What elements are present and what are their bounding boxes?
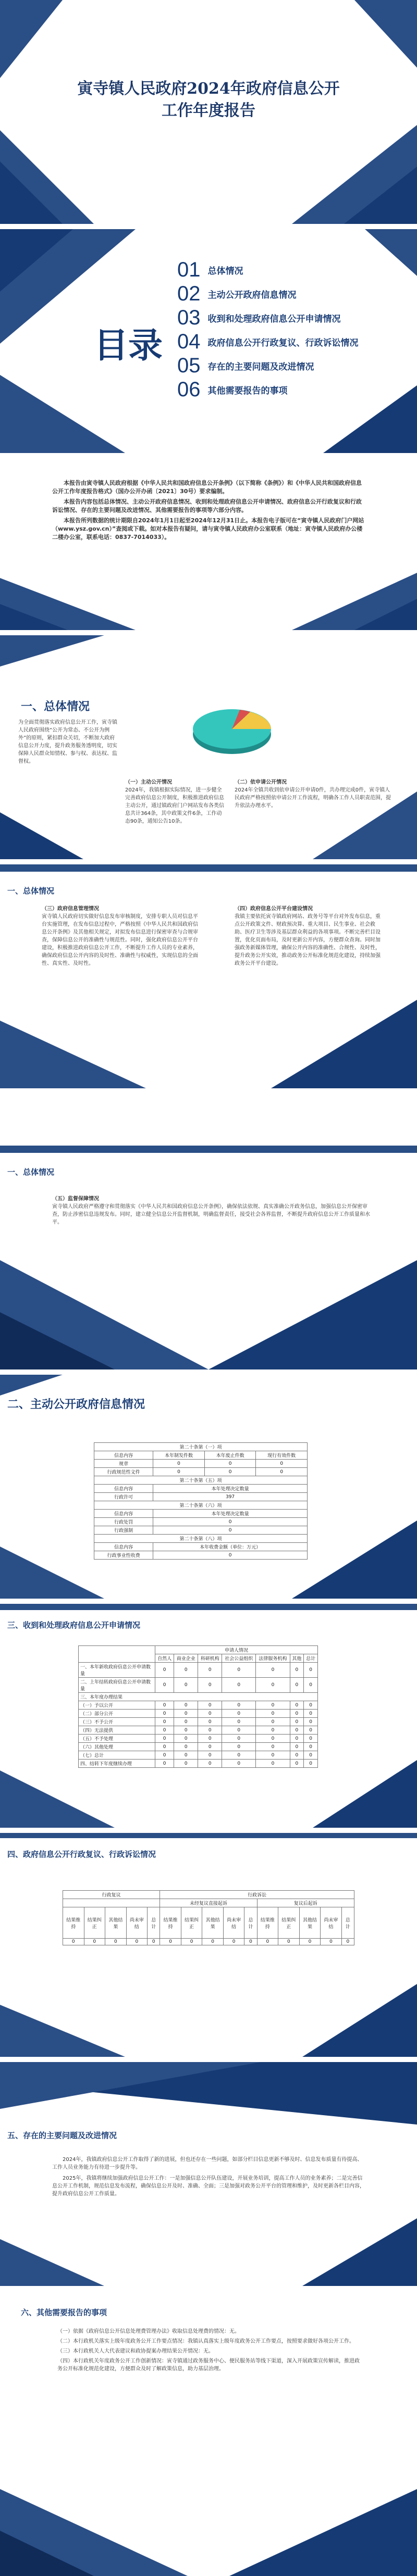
toc-item-3[interactable] [177,306,401,330]
report-title [0,78,417,122]
table-cell: 0 [278,1939,300,1945]
row-label: 四、结转下年度继续办理 [79,1760,155,1768]
table-cell: 0 [256,1701,290,1710]
section1-slide-c [0,1146,417,1369]
table-cell: 0 [222,1663,256,1678]
subsection-text: 2024年全镇共收到依申请公开申请0件，共办理完成0件，寅寺镇人民政府严格按照依申请公开工作流程，明确各工作人员职责范围，提升依法办理水平。 [235,787,391,809]
section6-slide [0,2291,417,2576]
table-cell: 0 [256,1468,308,1476]
toc-item-label: 主动公开政府信息情况 [207,290,297,300]
table-cell: 0 [222,1710,256,1718]
row-label: （二）部分公开 [79,1710,155,1718]
table-cell: 0 [155,1735,174,1743]
table-cell: 0 [304,1701,318,1710]
section6-paragraph: （二）本行政机关落实上级年度政务公开工作要点情况：我镇认真落实上级年度政务公开工作要点，按照要求做好各项公开工作。 [57,2339,354,2344]
section1-active-disclosure [125,778,224,825]
table-header: 结果维持 [257,1907,278,1939]
table-cell: 0 [174,1751,198,1760]
table-cell: 行政规范性文件 [94,1468,153,1476]
toc-item-number: 01 [177,258,201,281]
table-group-header: 第二十条第（六）项 [94,1501,308,1510]
table-cell: 0 [244,1939,257,1945]
section1-overview-text: 为全面贯彻落实政府信息公开工作，寅寺镇人民政府围绕“公开为常态、不公开为例外”的原则，紧扣群众关切，不断加大政府信息公开力度，提升政务服务透明度，切实保障人民群众知情权、参与权、表达权、监督权。 [18,720,117,764]
table-header: 结果纠正 [181,1907,202,1939]
section6-heading: 六、其他需要报告的事项 [21,2308,107,2317]
subsection-text: 我镇主要依托寅寺镇政府网站、政务号等平台对外发布信息，重点公开政策文件、财政预决算、重大项目、民生事业、社会救助、医疗卫生等涉及基层群众利益的各项事项。不断完善栏目设置，优化页面布局，及时更新公开内容，方便群众查询。同时加强政务新媒体管理，确保公开内容的准确性、合规性、及时性，提升政务公开实效，推动政务公开标准化规范化建设，持续加强政务公开平台建设。 [235,914,381,966]
table-header: 信息内容 [94,1543,153,1551]
table-cell: 0 [304,1678,318,1693]
section2-heading: 二、主动公开政府信息情况 [7,1398,145,1411]
table-header: 其他结果 [299,1907,321,1939]
table-row [94,1468,308,1476]
table-row [94,1526,308,1535]
toc-item-label: 政府信息公开行政复议、行政诉讼情况 [207,337,359,348]
section1c-decoration [0,1146,417,1369]
table-header: 社会公益组织 [222,1654,256,1663]
table-group-header: 行政诉讼 [160,1891,354,1899]
table-cell: 0 [174,1678,198,1693]
table-row [79,1701,318,1710]
pie-chart-graphic [188,698,276,760]
cover-slide [0,0,417,224]
table-cell: 0 [290,1663,304,1678]
table-header: 本年处理决定数量 [153,1510,308,1518]
table-cell: 0 [174,1735,198,1743]
table-cell: 0 [204,1468,256,1476]
table-cell: 0 [155,1726,174,1735]
platform-building-block [235,905,381,967]
table-cell: 0 [160,1939,181,1945]
table-cell: 0 [174,1760,198,1768]
table-cell: 0 [256,1718,290,1726]
table-header: 现行有效件数 [256,1451,308,1460]
subsection-title: （四）政府信息公开平台建设情况 [235,906,313,912]
table-cell: 0 [198,1735,222,1743]
intro-paragraph: 本报告内容包括总体情况、主动公开政府信息情况、收到和处理政府信息公开申请情况、政府信息公开行政复议和行政诉讼情况、存在的主要问题及改进情况、其他需要报告的事项等六部分内容。 [52,498,362,513]
table-cell: 0 [153,1551,308,1560]
table-cell: 0 [222,1743,256,1751]
row-label: （四）无法提供 [79,1726,155,1735]
table-cell: 0 [155,1718,174,1726]
toc-item-number: 04 [177,330,201,353]
table-cell: 0 [222,1760,256,1768]
table-header: 信息内容 [94,1510,153,1518]
table-cell: 0 [256,1726,290,1735]
table-header: 总计 [148,1907,160,1939]
section3-slide [0,1604,417,1828]
table-cell: 0 [290,1743,304,1751]
table-cell: 0 [198,1726,222,1735]
table-cell: 0 [341,1939,354,1945]
subsection-title: （一）主动公开情况 [125,780,172,785]
table-header: 信息内容 [94,1485,153,1493]
table-row [79,1760,318,1768]
row-label: （五）不予处理 [79,1735,155,1743]
table-cell: 0 [256,1735,290,1743]
table-cell: 0 [181,1939,202,1945]
row-label: 二、上年结转政府信息公开申请数量 [79,1678,155,1693]
table-cell: 0 [153,1468,205,1476]
table-cell: 0 [155,1678,174,1693]
section5-text [52,2156,365,2198]
table-cell: 行政处罚 [94,1518,153,1526]
table-cell: 0 [290,1678,304,1693]
intro-text [52,479,365,542]
table-cell: 0 [222,1735,256,1743]
table-cell: 397 [153,1493,308,1501]
section2-slide [0,1375,417,1599]
section1-heading: 一、总体情况 [21,700,90,713]
info-management-block [42,905,198,967]
table-cell: 0 [198,1751,222,1760]
table-cell: 0 [148,1939,160,1945]
toc-item-number: 02 [177,282,201,305]
table-row [94,1518,308,1526]
table-cell: 0 [290,1718,304,1726]
row-label: 三、本年度办理结果 [79,1693,318,1701]
table-header: 总计 [244,1907,257,1939]
table-cell: 0 [256,1678,290,1693]
table-cell: 0 [321,1939,342,1945]
table-cell: 0 [174,1718,198,1726]
table-cell: 0 [304,1743,318,1751]
table-group-header: 未经复议直接起诉 [160,1899,257,1907]
table-cell: 行政事业性收费 [94,1551,153,1560]
row-label: （一）予以公开 [79,1701,155,1710]
table-row [94,1493,308,1501]
table-row [63,1939,354,1945]
table-header: 本年处理决定数量 [153,1485,308,1493]
intro-paragraph: 本报告由寅寺镇人民政府根据《中华人民共和国政府信息公开条例》（以下简称《条例》）和《中华人民共和国政府信息公开工作年度报告格式》（国办公开办函〔2021〕30号）要求编制。 [52,480,362,495]
toc-item-label: 存在的主要问题及改进情况 [207,361,314,372]
subsection-title: （二）依申请公开情况 [235,780,287,785]
table-cell: 0 [63,1939,84,1945]
table-cell: 0 [290,1760,304,1768]
table-header: 结果纠正 [84,1907,105,1939]
table-header: 科研机构 [198,1654,222,1663]
toc-item-2[interactable] [177,282,401,306]
table-header: 结果纠正 [278,1907,300,1939]
section5-paragraph: 2025年，我镇将继续加强政府信息公开工作：一是加强信息公开队伍建设，开展业务培训，提高工作人员的业务素养；二是完善信息公开工作机制，规范信息发布流程，确保信息公开及时、准确、全面；三是加强对政务公开平台的管理和维护，及时更新各栏目内容，提升政府信息公开工作质量。 [52,2176,365,2197]
table-cell: 0 [223,1939,244,1945]
intro-slide [0,458,417,630]
table-cell: 0 [256,1663,290,1678]
table-row [79,1735,318,1743]
section1b-decoration [0,864,417,1088]
table-cell: 0 [290,1726,304,1735]
table-cell: 0 [290,1701,304,1710]
table-cell: 0 [304,1735,318,1743]
table-row [79,1678,318,1693]
table-cell: 0 [174,1663,198,1678]
toc-item-number: 03 [177,306,201,329]
review-litigation-table [63,1890,354,1945]
table-row [79,1726,318,1735]
table-header: 总计 [341,1907,354,1939]
subsection-title: （三）政府信息管理情况 [42,906,99,912]
table-cell: 0 [222,1678,256,1693]
table-cell: 0 [155,1663,174,1678]
supervision-block [52,1195,375,1226]
table-cell: 0 [290,1751,304,1760]
toc-item-number: 05 [177,354,201,377]
table-cell: 0 [153,1526,308,1535]
toc-item-4[interactable] [177,330,401,354]
subsection-text: 寅寺镇人民政府切实做好信息发布审核制度，安排专职人员对信息平台实施管理，在发布信息过程中，严格按照《中华人民共和国政府信息公开条例》及其他相关规定，对拟发布信息进行保密审查与合规审查，保障信息公开的准确性与规范性。同时，强化政府信息公开平台建设，积极推进政府信息公开工作，不断提升工作人员的专业素养，确保政府信息公开内容的及时性、准确性与权威性，实现信息的全面性、真实性、及时性。 [42,914,198,966]
toc-item-label: 其他需要报告的事项 [207,385,288,396]
subsection-title: （五）监督保障情况 [52,1196,99,1202]
table-row [79,1710,318,1718]
application-table [78,1645,318,1768]
section4-heading: 四、政府信息公开行政复议、行政诉讼情况 [7,1850,156,1859]
table-cell: 0 [198,1678,222,1693]
table-header: 总计 [304,1654,318,1663]
table-header: 其他结果 [202,1907,224,1939]
section6-paragraph: （一）依据《政府信息公开信息处理费管理办法》收取信息处理费的情况：无。 [57,2329,240,2334]
report-title-line1: 寅寺镇人民政府2024年政府信息公开 [77,80,340,98]
section5-heading: 五、存在的主要问题及改进情况 [7,2131,117,2140]
table-header: 自然人 [155,1654,174,1663]
table-row [79,1751,318,1760]
table-cell: 0 [222,1701,256,1710]
table-header: 结果维持 [160,1907,181,1939]
table-header: 结果维持 [63,1907,84,1939]
table-group-header: 第二十条第（一）项 [94,1443,308,1451]
section5-paragraph: 2024年，我镇政府信息公开工作取得了新的进展，但也还存在一些问题，如部分栏目信息更新不够及时、信息发布质量有待提高、工作人员业务能力有待进一步提升等。 [52,2157,363,2170]
table-row [79,1718,318,1726]
subsection-text: 2024年，我镇根据实际情况，进一步健全完善政府信息公开制度，积极推进政府信息主动公开，通过镇政府门户网站发布各类信息共计364条，其中政策文件6条，工作动态90条，通知公告10条。 [125,787,224,824]
table-cell: 0 [153,1518,308,1526]
table-cell: 0 [198,1701,222,1710]
table-cell: 0 [174,1726,198,1735]
table-cell: 0 [105,1939,127,1945]
table-cell: 0 [155,1760,174,1768]
table-cell: 0 [304,1751,318,1760]
table-cell: 0 [304,1718,318,1726]
toc-heading: 目录 [94,325,163,366]
row-label: （六）其他处理 [79,1743,155,1751]
table-row [79,1693,318,1701]
table-cell: 0 [198,1760,222,1768]
intro-paragraph: 本报告所列数据的统计期限自2024年1月1日起至2024年12月31日止。本报告电子版可在“寅寺镇人民政府门户网站（www.ysz.gov.cn）”查阅或下载。如对本报告有疑问，请与寅寺镇人民政府办公室联系（地址：寅寺镇人民政府办公楼二楼办公室，联系电话：0837-7014033）。 [52,517,364,541]
table-cell: 0 [202,1939,224,1945]
subsection-text: 寅寺镇人民政府严格遵守和贯彻落实《中华人民共和国政府信息公开条例》，确保依法依规、真实准确公开政务信息，加强信息公开保密审查，防止涉密信息违规发布。同时，建立健全信息公开监督机制，明确监督责任，接受社会各界监督，不断提升政府信息公开工作质量和水平。 [52,1204,370,1225]
section1b-heading: 一、总体情况 [7,886,55,896]
table-cell: 0 [155,1751,174,1760]
table-cell: 0 [256,1710,290,1718]
table-header: 商业企业 [174,1654,198,1663]
section1-slide-a [0,635,417,859]
table-header: 本年制发件数 [153,1451,205,1460]
table-cell: 0 [222,1751,256,1760]
table-cell: 0 [153,1460,205,1468]
table-cell: 0 [304,1726,318,1735]
table-row [94,1460,308,1468]
table-cell: 0 [290,1710,304,1718]
table-cell: 0 [204,1460,256,1468]
table-cell: 0 [126,1939,148,1945]
table-cell: 0 [174,1701,198,1710]
table-cell: 0 [222,1726,256,1735]
table-group-header: 第二十条第（八）项 [94,1535,308,1543]
section1-slide-b [0,864,417,1088]
toc-slide [0,229,417,453]
table-cell: 0 [198,1718,222,1726]
table-cell: 规章 [94,1460,153,1468]
active-disclosure-table [94,1442,308,1560]
table-header: 尚未审结 [223,1907,244,1939]
table-header: 本年废止件数 [204,1451,256,1460]
table-group-header: 申请人情况 [155,1646,318,1654]
table-cell: 0 [155,1743,174,1751]
table-cell: 0 [256,1460,308,1468]
row-label: （七）总计 [79,1751,155,1760]
table-cell: 0 [304,1760,318,1768]
toc-list [177,258,401,401]
table-header: 本年收费金额（单位：万元） [153,1543,308,1551]
table-header: 其他结果 [105,1907,127,1939]
toc-item-5[interactable] [177,354,401,378]
table-cell: 行政许可 [94,1493,153,1501]
section6-paragraph: （三）本行政机关人大代表建议和政协提案办理结果公开情况：无。 [57,2348,214,2354]
table-cell: 0 [256,1751,290,1760]
table-group-header: 复议后起诉 [257,1899,354,1907]
table-cell: 0 [198,1663,222,1678]
table-cell: 行政强制 [94,1526,153,1535]
table-group-header: 第二十条第（五）项 [94,1476,308,1485]
toc-item-number: 06 [177,378,201,401]
table-cell: 0 [174,1743,198,1751]
section5-slide [0,2062,417,2286]
toc-item-1[interactable] [177,258,401,282]
table-row [94,1551,308,1560]
table-cell: 0 [304,1663,318,1678]
table-cell: 0 [290,1735,304,1743]
table-cell: 0 [299,1939,321,1945]
table-cell: 0 [155,1710,174,1718]
table-row [79,1743,318,1751]
section4-slide [0,1833,417,2057]
table-cell: 0 [155,1701,174,1710]
table-cell: 0 [84,1939,105,1945]
table-cell: 0 [256,1760,290,1768]
table-cell: 0 [198,1743,222,1751]
section3-heading: 三、收到和处理政府信息公开申请情况 [7,1620,141,1630]
table-header: 尚未审结 [126,1907,148,1939]
table-cell: 0 [198,1710,222,1718]
row-label: 一、本年新收政府信息公开申请数量 [79,1663,155,1678]
table-cell: 0 [174,1710,198,1718]
toc-item-label: 收到和处理政府信息公开申请情况 [207,313,341,324]
row-label: （三）不予公开 [79,1718,155,1726]
table-header: 尚未审结 [321,1907,342,1939]
section1-application-disclosure [235,778,391,810]
report-title-line2: 工作年度报告 [162,102,255,120]
table-header: 其他 [290,1654,304,1663]
toc-item-label: 总体情况 [207,266,243,277]
table-cell: 0 [256,1743,290,1751]
table-cell: 0 [222,1718,256,1726]
table-header: 法律服务机构 [256,1654,290,1663]
table-header: 信息内容 [94,1451,153,1460]
table-row [79,1663,318,1678]
section1c-heading: 一、总体情况 [7,1167,55,1177]
table-cell: 0 [304,1710,318,1718]
table-cell: 0 [257,1939,278,1945]
section6-text [57,2328,360,2373]
table-group-header: 行政复议 [63,1891,160,1899]
toc-item-6[interactable] [177,378,401,401]
section6-paragraph: （四）本行政机关年度政务公开工作创新情况：寅寺镇通过政务服务中心、便民服务站等线下渠道，深入开展政策宣传解读，推进政务公开标准化规范化建设，方便群众及时了解政策信息，助力基层治理。 [57,2358,360,2372]
